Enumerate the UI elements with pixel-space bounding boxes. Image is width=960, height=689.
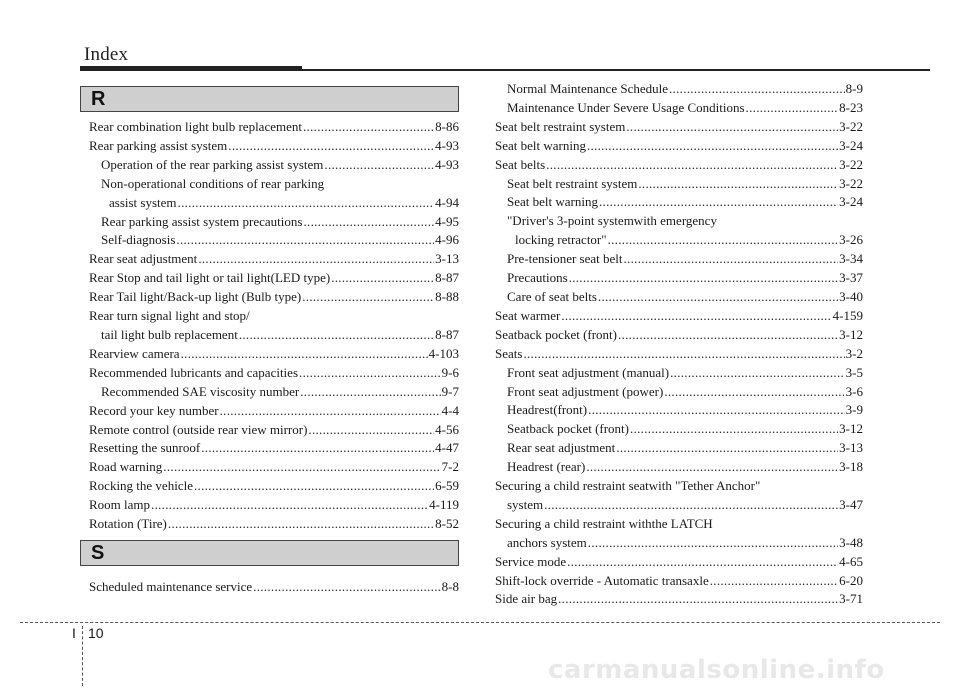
index-entry <box>89 345 459 364</box>
index-entry-text: Service mode <box>495 553 567 569</box>
dot-leader <box>303 118 434 137</box>
header-rule-thin <box>300 69 930 71</box>
index-entry-text: assist system <box>109 194 177 210</box>
index-entry-text: anchors system <box>507 534 587 550</box>
index-entry-text: Normal Maintenance Schedule <box>507 81 668 96</box>
dot-leader <box>669 80 845 99</box>
index-entry-text: Side air bag <box>495 591 558 607</box>
index-entry-text: Seatback pocket (front) <box>507 421 630 437</box>
index-entry-page: 4-119 <box>429 497 459 513</box>
index-entry-page: 8-9 <box>845 81 863 96</box>
index-entry-text: Remote control (outside rear view mirror) <box>89 421 308 437</box>
index-entry-text: Securing a child restraint withthe LATCH <box>495 515 713 531</box>
footer-section-label: I <box>72 625 76 641</box>
index-entry-page: 7-2 <box>441 459 459 475</box>
index-entry <box>495 401 863 420</box>
dot-leader <box>163 458 440 477</box>
dot-leader <box>308 421 434 440</box>
index-entry <box>495 250 863 269</box>
dot-leader <box>201 439 434 458</box>
dot-leader <box>561 307 831 326</box>
index-entry-text: tail light bulb replacement <box>101 326 238 342</box>
index-entry-text: Maintenance Under Severe Usage Conditions <box>507 99 745 115</box>
footer-page-number: 10 <box>88 625 104 641</box>
index-entry-page: 3-47 <box>839 496 863 512</box>
index-entry <box>495 175 863 194</box>
dot-leader <box>638 175 838 194</box>
index-entry-text: Operation of the rear parking assist system <box>101 156 324 172</box>
index-entry <box>495 439 863 458</box>
index-entry-text: Headrest (rear) <box>507 459 586 475</box>
index-entry <box>495 515 863 534</box>
dot-leader <box>588 401 845 420</box>
index-entry <box>89 213 459 232</box>
index-entry <box>89 515 459 534</box>
index-entry-text: Seat belt warning <box>507 194 598 210</box>
index-entry-text: Front seat adjustment (manual) <box>507 364 670 380</box>
index-entry-text: Seatback pocket (front) <box>495 326 618 342</box>
dot-leader <box>710 572 838 591</box>
dot-leader <box>626 118 838 137</box>
dot-leader <box>608 231 839 250</box>
dot-leader <box>630 420 838 439</box>
index-entry <box>89 269 459 288</box>
index-entry-text: Resetting the sunroof <box>89 440 201 456</box>
index-entry <box>495 307 863 326</box>
index-entry <box>495 156 863 175</box>
index-entry-page: 4-96 <box>435 232 459 248</box>
index-entry-page: 8-87 <box>435 270 459 286</box>
index-entry-text: Pre-tensioner seat belt <box>507 251 623 267</box>
index-entry <box>89 307 459 326</box>
index-entry-page: 3-22 <box>839 118 863 134</box>
index-entry <box>495 231 863 250</box>
dot-leader <box>302 288 434 307</box>
index-entry-text: Seat belt warning <box>495 137 586 153</box>
index-entry-page: 9-7 <box>441 383 459 399</box>
index-entry-page: 3-71 <box>839 591 863 607</box>
section-letter-s: S <box>91 542 105 564</box>
index-entry-text: Precautions <box>507 270 568 286</box>
index-entry-text: Seat warmer <box>495 307 561 323</box>
dot-leader <box>618 326 838 345</box>
index-entry-text: Non-operational conditions of rear parking <box>101 175 325 191</box>
dot-leader <box>300 383 440 402</box>
index-entry-text: Rear Stop and tail light or tail light(LED type) <box>89 270 331 286</box>
index-entry-page: 4-93 <box>435 156 459 172</box>
index-entry-page: 8-8 <box>441 579 459 594</box>
index-entry-page: 4-4 <box>441 402 459 418</box>
index-entry <box>89 421 459 440</box>
index-entry-page: 3-48 <box>839 534 863 550</box>
dot-leader <box>168 515 434 534</box>
index-entry-text: Scheduled maintenance service <box>89 579 253 594</box>
index-entry <box>89 402 459 421</box>
index-entry <box>89 364 459 383</box>
index-entry-text: "Driver's 3-point systemwith emergency <box>507 213 717 229</box>
index-entry-text: Record your key number <box>89 402 219 418</box>
index-entry <box>495 590 863 609</box>
index-entry-page: 4-65 <box>839 553 863 569</box>
dot-leader <box>544 496 838 515</box>
dot-leader <box>523 345 844 364</box>
dot-leader <box>198 250 434 269</box>
index-entry-page: 8-86 <box>435 119 459 134</box>
dot-leader <box>228 137 434 156</box>
index-entry <box>495 212 863 231</box>
dot-leader <box>178 194 435 213</box>
dot-leader <box>624 250 839 269</box>
watermark: carmanualsonline.info <box>548 655 885 685</box>
index-entry-page: 3-22 <box>839 156 863 172</box>
index-entry <box>89 194 459 213</box>
index-entry-text: Shift-lock override - Automatic transaxle <box>495 572 709 588</box>
index-column-right <box>495 80 863 609</box>
section-letter-r: R <box>91 88 106 110</box>
index-entry-page: 8-23 <box>839 99 863 115</box>
index-entry <box>89 137 459 156</box>
index-entry <box>89 118 459 137</box>
index-entry-page: 3-6 <box>845 383 863 399</box>
dot-leader <box>181 345 428 364</box>
index-entry-page: 3-12 <box>839 326 863 342</box>
dot-leader <box>569 269 839 288</box>
index-column-left-s <box>89 578 459 597</box>
index-entry <box>495 572 863 591</box>
section-header-r <box>80 86 459 112</box>
index-entry-page: 3-24 <box>839 194 863 210</box>
index-entry-page: 3-5 <box>845 364 863 380</box>
index-entry <box>495 99 863 118</box>
index-entry-page: 8-88 <box>435 289 459 305</box>
index-entry <box>495 269 863 288</box>
index-entry <box>495 458 863 477</box>
index-entry-page: 4-103 <box>428 345 459 361</box>
dot-leader <box>253 578 441 597</box>
index-entry-text: Seat belt restraint system <box>495 118 626 134</box>
index-entry-text: Rocking the vehicle <box>89 478 193 494</box>
index-entry-page: 4-56 <box>435 421 459 437</box>
index-entry <box>495 364 863 383</box>
index-entry-text: Rear parking assist system precautions <box>101 213 303 229</box>
index-entry <box>89 439 459 458</box>
index-entry-text: Recommended SAE viscosity number <box>101 383 300 399</box>
header-rule-thick <box>80 66 302 71</box>
dot-leader <box>331 269 434 288</box>
index-entry-text: Rear parking assist system <box>89 137 228 153</box>
index-entry-page: 3-12 <box>839 421 863 437</box>
index-entry <box>89 156 459 175</box>
index-entry-page: 3-13 <box>435 251 459 267</box>
dot-leader <box>303 213 434 232</box>
index-entry <box>495 345 863 364</box>
index-entry <box>495 80 863 99</box>
index-entry <box>495 477 863 496</box>
index-entry <box>89 288 459 307</box>
index-entry-text: Rear turn signal light and stop/ <box>89 308 250 324</box>
index-entry-text: Recommended lubricants and capacities <box>89 364 299 380</box>
index-entry <box>89 496 459 515</box>
index-entry-text: Road warning <box>89 459 163 475</box>
index-entry-text: Seats <box>495 345 523 361</box>
dot-leader <box>151 496 428 515</box>
index-entry <box>495 118 863 137</box>
index-entry-page: 3-34 <box>839 251 863 267</box>
index-entry-text: locking retractor" <box>515 232 607 248</box>
index-entry-page: 9-6 <box>441 364 459 380</box>
footer-vertical-rule <box>82 626 83 686</box>
index-entry <box>89 578 459 597</box>
index-entry-page: 4-47 <box>435 440 459 456</box>
index-entry <box>495 534 863 553</box>
index-entry-page: 3-18 <box>839 459 863 475</box>
index-entry-text: Room lamp <box>89 497 151 513</box>
index-entry-page: 4-93 <box>435 137 459 153</box>
index-entry-text: Front seat adjustment (power) <box>507 383 664 399</box>
dot-leader <box>299 364 441 383</box>
index-entry-text: Seat belt restraint system <box>507 175 638 191</box>
dot-leader <box>588 534 838 553</box>
index-entry-page: 6-59 <box>435 478 459 494</box>
index-entry-text: Headrest(front) <box>507 402 588 418</box>
index-entry-text: Seat belts <box>495 156 546 172</box>
index-entry <box>495 496 863 515</box>
index-entry-text: Securing a child restraint seatwith "Tether Anchor" <box>495 478 761 494</box>
index-entry <box>495 288 863 307</box>
index-entry <box>495 326 863 345</box>
index-entry-text: Rear Tail light/Back-up light (Bulb type) <box>89 289 302 305</box>
index-entry <box>495 383 863 402</box>
index-entry-page: 4-94 <box>435 194 459 210</box>
dot-leader <box>324 156 434 175</box>
index-entry <box>89 383 459 402</box>
index-entry <box>495 553 863 572</box>
index-entry-page: 3-2 <box>845 345 863 361</box>
page-title: Index <box>84 44 129 65</box>
index-entry-text: Rear combination light bulb replacement <box>89 119 302 134</box>
index-entry <box>495 137 863 156</box>
index-entry <box>495 193 863 212</box>
index-entry-page: 3-22 <box>839 175 863 191</box>
index-entry-page: 8-52 <box>435 516 459 532</box>
index-entry-text: system <box>507 496 544 512</box>
index-entry <box>89 250 459 269</box>
dot-leader <box>746 99 839 118</box>
index-entry-page: 3-26 <box>839 232 863 248</box>
index-entry-text: Care of seat belts <box>507 288 597 304</box>
index-entry-page: 3-37 <box>839 270 863 286</box>
dot-leader <box>194 477 434 496</box>
index-entry-page: 3-13 <box>839 440 863 456</box>
index-entry <box>89 326 459 345</box>
dot-leader <box>176 231 434 250</box>
dot-leader <box>664 383 844 402</box>
index-entry-page: 3-40 <box>839 288 863 304</box>
index-entry-page: 4-159 <box>832 307 863 323</box>
index-entry <box>89 175 459 194</box>
index-entry-page: 6-20 <box>839 572 863 588</box>
index-entry-text: Rotation (Tire) <box>89 516 167 532</box>
index-entry-text: Self-diagnosis <box>101 232 176 248</box>
index-entry-text: Rear seat adjustment <box>507 440 616 456</box>
index-entry-page: 3-24 <box>839 137 863 153</box>
index-column-left-r <box>89 118 459 534</box>
dot-leader <box>586 458 838 477</box>
dot-leader <box>220 402 441 421</box>
dot-leader <box>599 193 838 212</box>
index-entry-page: 3-9 <box>845 402 863 418</box>
dot-leader <box>567 553 838 572</box>
dot-leader <box>558 590 838 609</box>
dot-leader <box>670 364 845 383</box>
footer-rule <box>20 622 940 623</box>
index-entry <box>89 477 459 496</box>
dot-leader <box>587 137 838 156</box>
dot-leader <box>239 326 434 345</box>
index-entry <box>89 458 459 477</box>
dot-leader <box>546 156 838 175</box>
index-entry-page: 4-95 <box>435 213 459 229</box>
index-entry <box>495 420 863 439</box>
index-entry-page: 8-87 <box>435 326 459 342</box>
index-entry <box>89 231 459 250</box>
dot-leader <box>598 288 838 307</box>
section-header-s <box>80 540 459 566</box>
index-entry-text: Rear seat adjustment <box>89 251 198 267</box>
dot-leader <box>616 439 838 458</box>
index-entry-text: Rearview camera <box>89 345 180 361</box>
